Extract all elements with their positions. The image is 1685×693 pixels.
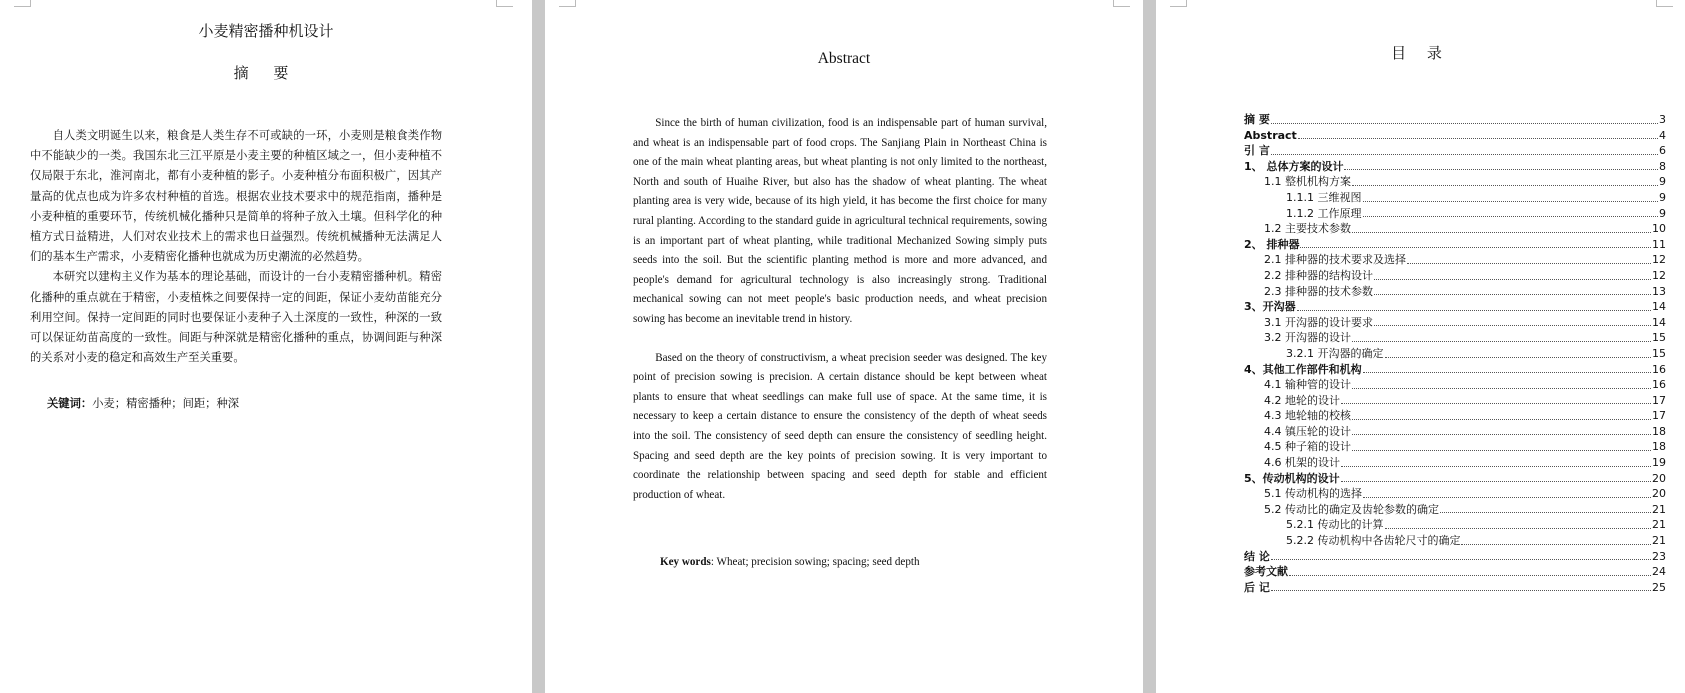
toc-entry[interactable] [1244,580,1666,596]
toc-entry-page: 3 [1659,113,1666,126]
toc-dot-leader [1440,512,1651,513]
toc-dot-leader [1461,544,1651,545]
toc-entry-page: 18 [1652,440,1666,454]
toc-dot-leader [1363,372,1651,373]
toc-entry-page: 18 [1652,424,1666,438]
toc-entry-label: 4.1 输种管的设计 [1264,378,1351,392]
toc-entry-label: 4.5 种子箱的设计 [1264,440,1351,454]
crop-mark [559,0,576,7]
toc-dot-leader [1352,450,1651,451]
toc-entry-page: 15 [1652,346,1666,360]
toc-dot-leader [1271,123,1658,124]
toc-dot-leader [1271,590,1651,591]
toc-entry[interactable] [1244,237,1666,253]
toc-entry-label: 1.1.2 工作原理 [1286,206,1362,220]
toc-entry-page: 17 [1652,393,1666,407]
toc-dot-leader [1407,263,1651,264]
abstract-heading-cn: 摘 要 [233,64,299,82]
toc-entry[interactable] [1244,533,1666,549]
toc-entry-label: 3.2 开沟器的设计 [1264,331,1351,345]
toc-entry[interactable] [1244,486,1666,502]
crop-mark [1113,0,1130,7]
toc-entry[interactable] [1244,393,1666,409]
crop-mark [496,0,513,7]
toc-dot-leader [1385,357,1652,358]
toc-entry-label: Abstract [1244,128,1297,142]
toc-entry[interactable] [1244,174,1666,190]
toc-dot-leader [1363,216,1659,217]
toc-entry-page: 10 [1652,222,1666,236]
toc-dot-leader [1363,497,1651,498]
toc-entry-page: 24 [1652,565,1666,579]
toc-entry[interactable] [1244,564,1666,580]
abstract-paragraph-cn: 自人类文明诞生以来，粮食是人类生存不可或缺的一环，小麦则是粮食类作物中不能缺少的一类。我国东北三江平原是小麦主要的种植区域之一，但小麦种植不仅局限于东北，淮河南北，都有小麦种植的影子。小麦种植分布面积极广，因其产量高的优点也成为许多农村种植的首选。根据农业技术要求中的规范指南，播种是小麦种植的重要环节，传统机械化播种只是简单的将种子放入土壤。但科学化的种植方式日益精进，人们对农业技术上的需求也日益强烈。传统机械播种无法满足人们的基本生产需求，小麦精密化播种也就成为历史潮流的必然趋势。 [30,129,442,264]
toc-entry-label: 2.1 排种器的技术要求及选择 [1264,253,1406,267]
toc-dot-leader [1385,528,1652,529]
toc-entry[interactable] [1244,221,1666,237]
toc-entry-page: 21 [1652,534,1666,548]
toc-entry-label: 1.2 主要技术参数 [1264,222,1351,236]
crop-mark [1170,0,1187,7]
toc-entry[interactable] [1244,502,1666,518]
page-table-of-contents [1156,0,1685,693]
toc-dot-leader [1374,325,1651,326]
toc-entry[interactable] [1244,455,1666,471]
toc-entry[interactable] [1244,284,1666,300]
toc-entry[interactable] [1244,439,1666,455]
toc-dot-leader [1341,481,1651,482]
toc-dot-leader [1341,466,1651,467]
toc-dot-leader [1271,154,1658,155]
toc-entry-label: 1、 总体方案的设计 [1244,159,1344,173]
toc-entry[interactable] [1244,377,1666,393]
keywords-en [660,556,920,568]
toc-dot-leader [1374,294,1651,295]
toc-entry-page: 14 [1652,315,1666,329]
toc-entry-page: 9 [1659,206,1666,220]
toc-entry[interactable] [1244,362,1666,378]
toc-entry-label: 4.4 镇压轮的设计 [1264,424,1351,438]
toc-entry-page: 12 [1652,268,1666,282]
abstract-body-cn [30,126,442,368]
toc-entry-label: 5.2.1 传动比的计算 [1286,518,1384,532]
abstract-heading-en: Abstract [817,50,871,67]
toc-dot-leader [1352,185,1658,186]
toc-entry-label: 3.1 开沟器的设计要求 [1264,315,1373,329]
toc-dot-leader [1298,138,1658,139]
toc-entry[interactable] [1244,112,1666,128]
toc-entry-label: 4.3 地轮轴的校核 [1264,409,1351,423]
keywords-label-en: Key words [660,556,711,568]
page-chinese-abstract [0,0,532,693]
toc-entry[interactable] [1244,424,1666,440]
toc-entry-page: 9 [1659,190,1666,204]
toc-entry[interactable] [1244,346,1666,362]
toc-dot-leader [1300,247,1651,248]
toc-entry-page: 6 [1659,144,1666,158]
toc-entry-page: 4 [1659,128,1666,142]
toc-entry[interactable] [1244,315,1666,331]
toc-entry-label: 4.2 地轮的设计 [1264,393,1340,407]
toc-entry[interactable] [1244,190,1666,206]
toc-entry-page: 13 [1652,284,1666,298]
keywords-label-cn: 关键词： [47,397,93,410]
toc-entry-label: 5.1 传动机构的选择 [1264,487,1362,501]
toc-entry-page: 12 [1652,253,1666,267]
toc-entry-label: 引 言 [1244,144,1270,158]
toc-dot-leader [1352,419,1651,420]
toc-entry-label: 2.3 排种器的技术参数 [1264,284,1373,298]
crop-mark [1656,0,1673,7]
toc-entry-page: 8 [1659,159,1666,173]
toc-dot-leader [1341,403,1651,404]
toc-dot-leader [1363,201,1659,202]
toc-entry-label: 4、其他工作部件和机构 [1244,362,1362,376]
keywords-value-cn: 小麦；精密播种；间距；种深 [92,397,240,410]
toc-entry-page: 9 [1659,175,1666,189]
toc-entry[interactable] [1244,143,1666,159]
toc-entry[interactable] [1244,252,1666,268]
toc-entry[interactable] [1244,159,1666,175]
toc-entry[interactable] [1244,128,1666,144]
toc-dot-leader [1289,575,1651,576]
toc-entry-label: 1.1.1 三维视图 [1286,190,1362,204]
abstract-paragraph-en: Based on the theory of constructivism, a wheat precision seeder was designed. The key point of precision sowing is precision. A certain distance should be kept between wheat plants to ensure that wheat seedlings can make full use of space. At the same time, it is necessary to keep a certain distance to ensure the consistency of the depth of wheat seeds into the soil. The consistency of seed depth can ensure the consistency of seedling height. Spacing and seed depth are the key points of precision sowing. It is very important to coordinate the relationship between spacing and seed depth for stable and efficient production of wheat. [633,351,1047,501]
page-english-abstract [545,0,1143,693]
toc-entry-page: 20 [1652,487,1666,501]
keywords-cn [47,395,239,411]
toc-entry-label: 结 论 [1244,549,1270,563]
toc-entry[interactable] [1244,471,1666,487]
toc-dot-leader [1352,341,1651,342]
abstract-body-en [633,114,1047,505]
toc-dot-leader [1352,388,1651,389]
toc-entry-label: 摘 要 [1244,113,1270,126]
toc-entry-label: 5.2.2 传动机构中各齿轮尺寸的确定 [1286,534,1461,548]
toc-entry[interactable] [1244,408,1666,424]
toc-entry-label: 2.2 排种器的结构设计 [1264,268,1373,282]
document-title: 小麦精密播种机设计 [198,22,334,40]
crop-mark [14,0,31,7]
abstract-paragraph-en: Since the birth of human civilization, food is an indispensable part of human survival, and wheat is an indispensable part of food crops. The Sanjiang Plain in Northeast China is one of the main wheat planting areas, but wheat planting is not only limited to the northeast, North and south of Huaihe River, but also has the shadow of wheat planting. The wheat planting area is very wide, because of its high yield, it has become the first choice for many rural planting. According to the standard guide in agricultural technical requirements, sowing is an important part of wheat planting, while traditional Mechanized Sowing simply puts seeds into the soil. But the scientific planting method is more and more advanced, and people's demand for agricultural technology is also increasingly strong. Traditional mechanical sowing can not meet people's basic production needs, and wheat precision sowing has become an inevitable trend in history. [633,117,1047,325]
toc-entry-page: 16 [1652,378,1666,392]
toc-entry-label: 后 记 [1244,580,1270,594]
toc-entry-page: 19 [1652,456,1666,470]
toc-entry-label: 1.1 整机机构方案 [1264,175,1351,189]
toc-entry[interactable] [1244,268,1666,284]
toc-entry-page: 21 [1652,502,1666,516]
toc-entry[interactable] [1244,206,1666,222]
toc-list [1244,112,1666,595]
toc-entry-page: 23 [1652,549,1666,563]
toc-entry-page: 16 [1652,362,1666,376]
toc-entry[interactable] [1244,330,1666,346]
toc-entry-label: 4.6 机架的设计 [1264,456,1340,470]
toc-entry[interactable] [1244,299,1666,315]
toc-entry-page: 11 [1652,237,1666,251]
toc-entry-label: 参考文献 [1244,565,1288,579]
toc-dot-leader [1271,559,1651,560]
toc-dot-leader [1352,232,1651,233]
toc-entry[interactable] [1244,549,1666,565]
toc-entry-label: 5、传动机构的设计 [1244,471,1340,485]
toc-entry[interactable] [1244,517,1666,533]
toc-dot-leader [1374,279,1651,280]
toc-entry-page: 14 [1652,300,1666,314]
toc-dot-leader [1297,310,1651,311]
toc-entry-label: 5.2 传动比的确定及齿轮参数的确定 [1264,502,1439,516]
toc-entry-page: 21 [1652,518,1666,532]
toc-dot-leader [1344,169,1658,170]
toc-dot-leader [1352,434,1651,435]
toc-heading: 目 录 [1391,44,1450,62]
toc-entry-label: 2、 排种器 [1244,237,1300,251]
abstract-paragraph-cn: 本研究以建构主义作为基本的理论基础，而设计的一台小麦精密播种机。精密化播种的重点就在于精密，小麦植株之间要保持一定的间距，保证小麦幼苗能充分利用空间。保持一定间距的同时也要保证小麦种子入土深度的一致性，种深的一致可以保证幼苗高度的一致性。间距与种深就是精密化播种的重点，协调间距与种深的关系对小麦的稳定和高效生产至关重要。 [30,270,442,365]
toc-entry-page: 20 [1652,471,1666,485]
toc-entry-page: 17 [1652,409,1666,423]
toc-entry-page: 15 [1652,331,1666,345]
keywords-value-en: : Wheat; precision sowing; spacing; seed depth [710,556,920,568]
toc-entry-label: 3、开沟器 [1244,300,1296,314]
toc-entry-page: 25 [1652,580,1666,594]
toc-entry-label: 3.2.1 开沟器的确定 [1286,346,1384,360]
